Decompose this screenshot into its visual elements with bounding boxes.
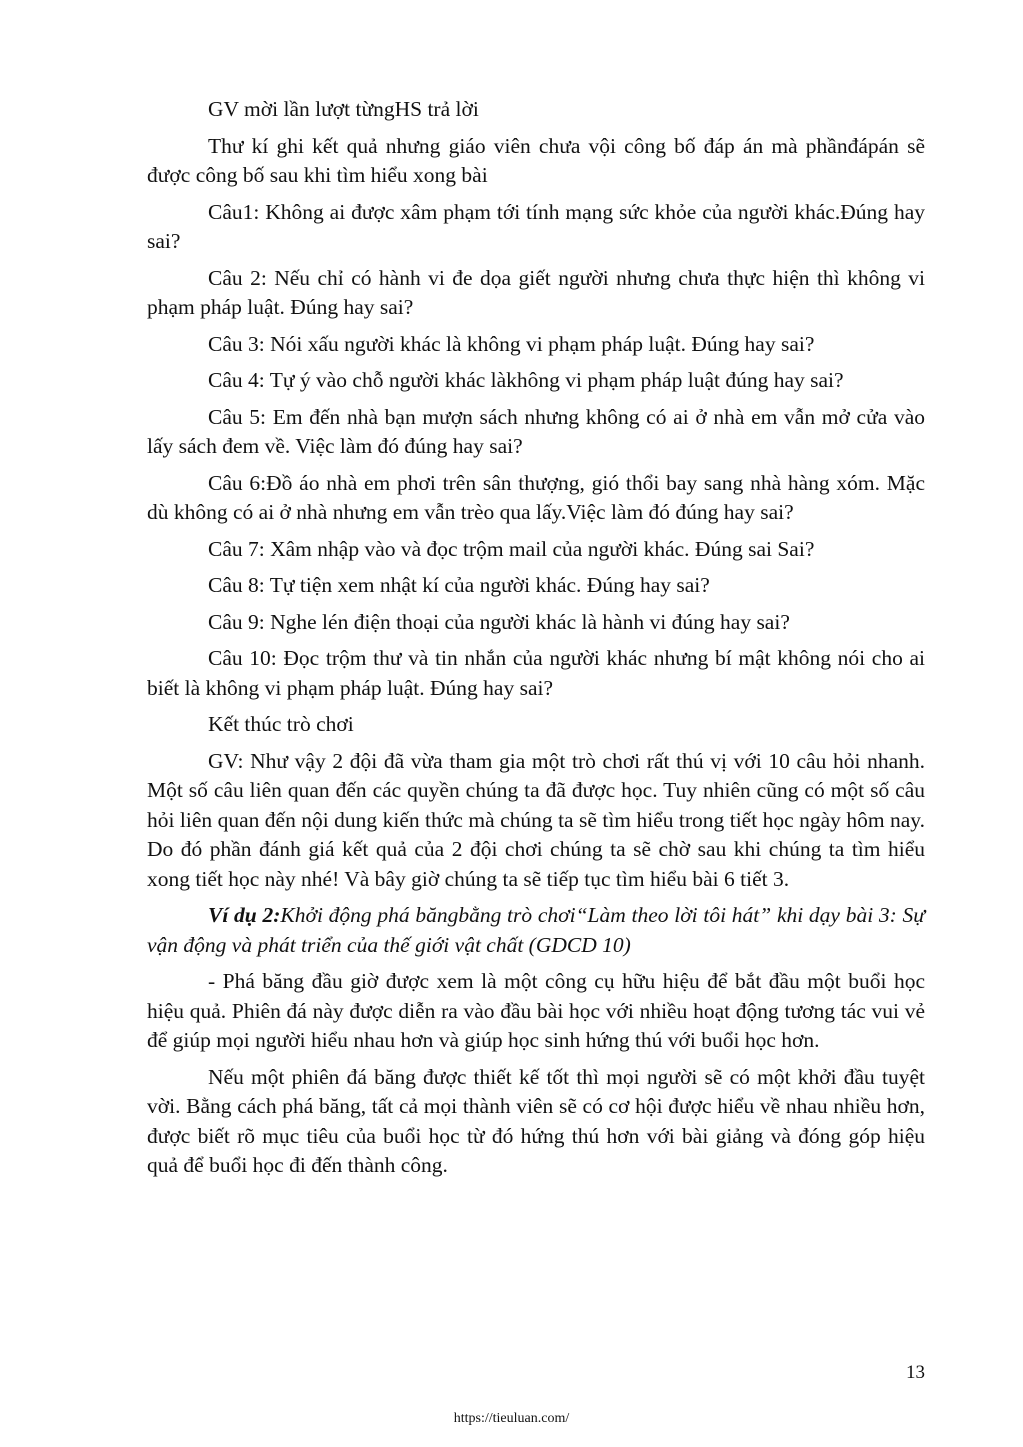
example-text: Khởi động phá băngbằng trò chơi“Làm theo lời tôi hát” khi dạy bài 3: Sự vận động và phát triển của thế giới vật chất (GDCD 10) [147, 903, 925, 957]
paragraph-secretary: Thư kí ghi kết quả nhưng giáo viên chưa vội công bố đáp án mà phầnđápán sẽ được công bố sau khi tìm hiểu xong bài [147, 133, 925, 187]
question-2: Câu 2: Nếu chỉ có hành vi đe dọa giết người nhưng chưa thực hiện thì không vi phạm pháp luật. Đúng hay sai? [147, 265, 925, 319]
question-6: Câu 6:Đồ áo nhà em phơi trên sân thượng, gió thổi bay sang nhà hàng xóm. Mặc dù không có ai ở nhà nhưng em vẫn trèo qua lấy.Việc làm đó đúng hay sai? [147, 470, 925, 524]
paragraph-icebreak-intro: - Phá băng đầu giờ được xem là một công cụ hữu hiệu để bắt đầu một buổi học hiệu quả. Phiên đá này được diễn ra vào đầu bài học với nhiều hoạt động tương tác vui vẻ để giúp mọi người hiểu nhau hơn và giúp học sinh hứng thú với buổi học hơn. [147, 969, 925, 1052]
document-body [147, 95, 925, 1188]
paragraph-game-end: Kết thúc trò chơi [208, 712, 354, 736]
question-10: Câu 10: Đọc trộm thư và tin nhắn của người khác nhưng bí mật không nói cho ai biết là không vi phạm pháp luật. Đúng hay sai? [147, 646, 925, 700]
example-heading [147, 901, 925, 960]
footer-url: https://tieuluan.com/ [453, 1411, 570, 1426]
question-5: Câu 5: Em đến nhà bạn mượn sách nhưng không có ai ở nhà em vẫn mở cửa vào lấy sách đem về. Việc làm đó đúng hay sai? [147, 404, 925, 458]
question-4: Câu 4: Tự ý vào chỗ người khác làkhông vi phạm pháp luật đúng hay sai? [208, 368, 844, 392]
paragraph-gv-invite: GV mời lần lượt từngHS trả lời [208, 97, 479, 121]
paragraph-icebreak-benefit: Nếu một phiên đá băng được thiết kế tốt thì mọi người sẽ có một khởi đầu tuyệt vời. Bằng cách phá băng, tất cả mọi thành viên sẽ có cơ hội được hiểu về nhau nhiều hơn, được biết rõ mục tiêu của buổi học từ đó hứng thú hơn với bài giảng và đóng góp hiệu quả để buổi học đi đến thành công. [147, 1064, 925, 1177]
question-9: Câu 9: Nghe lén điện thoại của người khác là hành vi đúng hay sai? [208, 609, 790, 634]
question-8: Câu 8: Tự tiện xem nhật kí của người khác. Đúng hay sai? [208, 573, 710, 597]
question-1: Câu1: Không ai được xâm phạm tới tính mạng sức khỏe của người khác.Đúng hay sai? [147, 199, 925, 253]
example-label: Ví dụ 2: [208, 903, 281, 927]
page-number: 13 [906, 1362, 925, 1383]
paragraph-gv-summary: GV: Như vậy 2 đội đã vừa tham gia một trò chơi rất thú vị với 10 câu hỏi nhanh. Một số câu liên quan đến các quyền chúng ta đã được học. Tuy nhiên cũng có một số câu hỏi liên quan đến nội dung kiến thức mà chúng ta sẽ tìm hiểu trong tiết học ngày hôm nay. Do đó phần đánh giá kết quả của 2 đội chơi chúng ta sẽ chờ sau khi chúng ta tìm hiểu xong tiết học này nhé! Và bây giờ chúng ta sẽ tiếp tục tìm hiểu bài 6 tiết 3. [147, 748, 925, 891]
question-3: Câu 3: Nói xấu người khác là không vi phạm pháp luật. Đúng hay sai? [208, 331, 815, 356]
question-7: Câu 7: Xâm nhập vào và đọc trộm mail của người khác. Đúng sai Sai? [208, 536, 815, 561]
